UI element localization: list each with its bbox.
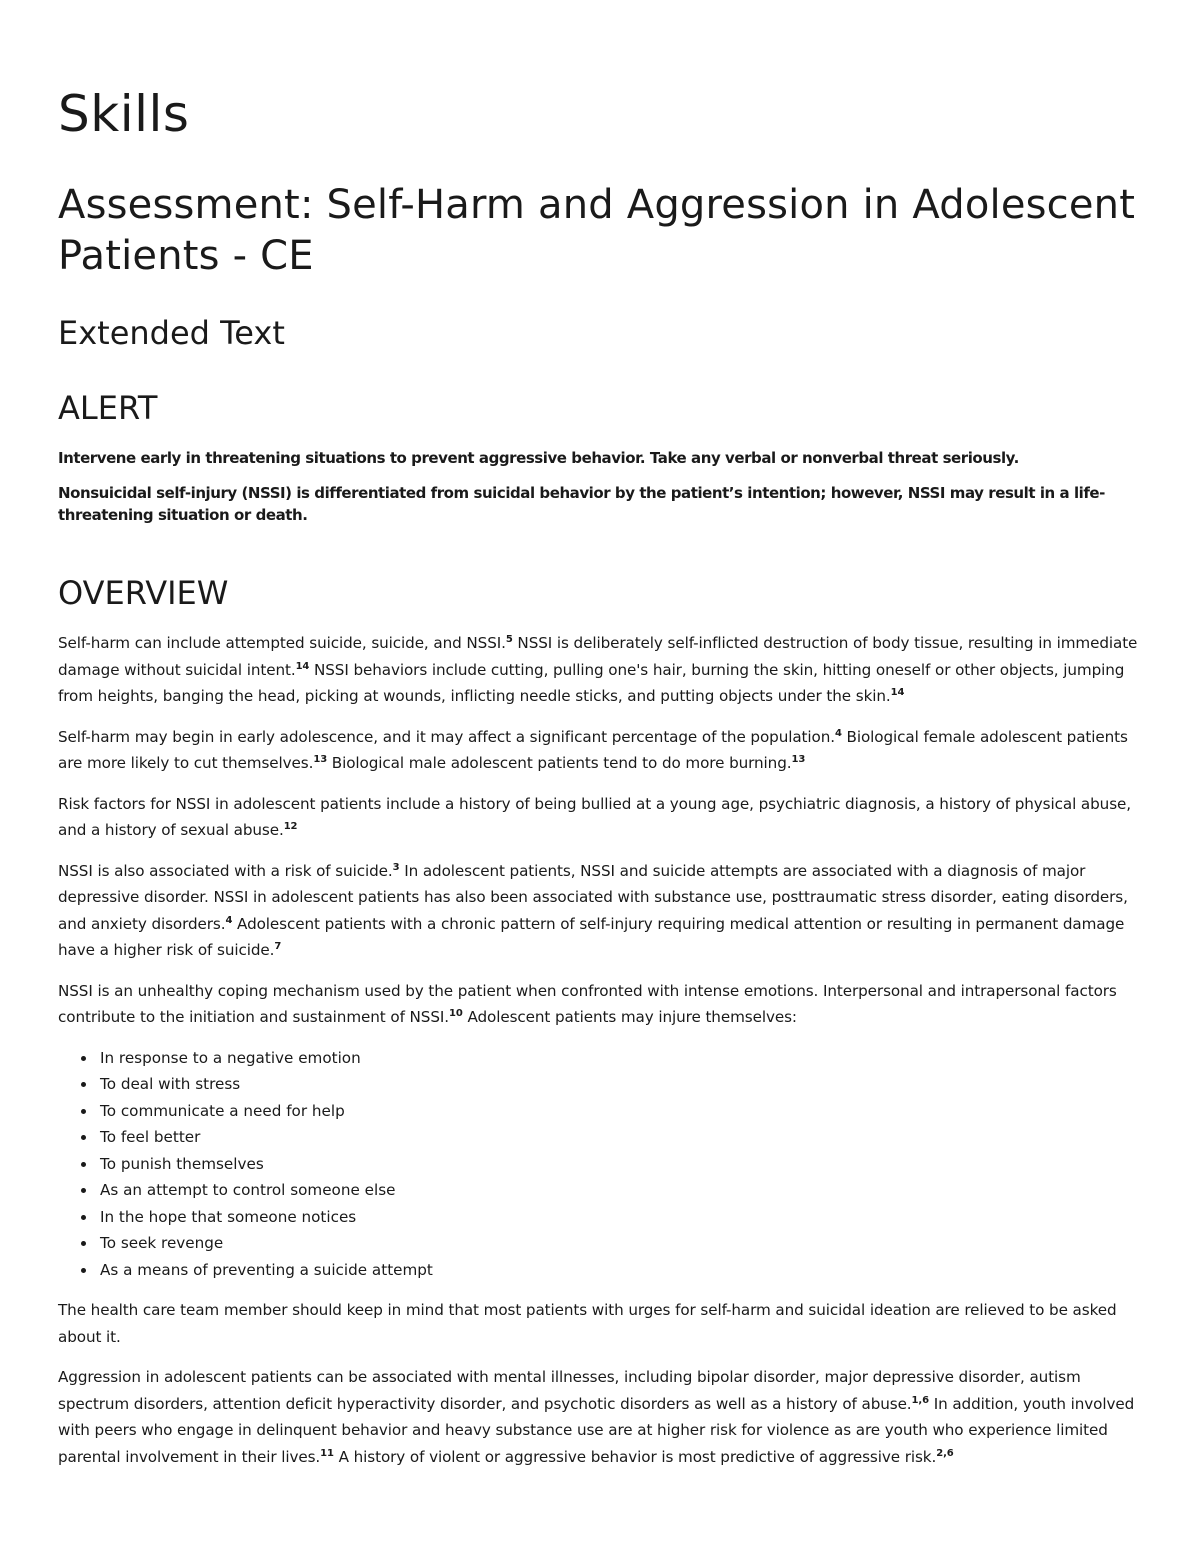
reference-citation[interactable]: 12 — [283, 821, 298, 832]
paragraph-text: NSSI is an unhealthy coping mechanism used by the patient when confronted with intense emotions. Interpersonal and intrapersonal factors contribute to the initiation and sustainment of NSSI. — [58, 981, 1117, 1026]
section-heading-extended-text: Extended Text — [58, 314, 285, 352]
paragraph-text: In adolescent patients, NSSI and suicide attempts are associated with a diagnosis of major depressive disorder. NSSI in adolescent patients has also been associated with substance use, posttraumatic stress disorder, eating disorders, and anxiety disorders. — [58, 861, 1128, 933]
list-item-text: To deal with stress — [100, 1075, 241, 1093]
overview-paragraph — [58, 858, 1148, 964]
reference-citation[interactable]: 3 — [392, 861, 400, 873]
list-item-text: To seek revenge — [100, 1234, 224, 1252]
alert-paragraph: Nonsuicidal self-injury (NSSI) is differentiated from suicidal behavior by the patient’s intention; however, NSSI may result in a life-threatening situation or death. — [58, 484, 1105, 524]
paragraph-text: A history of violent or aggressive behavior is most predictive of aggressive risk. — [333, 1447, 937, 1466]
paragraph-text: Risk factors for NSSI in adolescent patients include a history of being bullied at a young age, psychiatric diagnosis, a history of physical abuse, and a history of sexual abuse. — [58, 794, 1131, 839]
reference-citation[interactable]: 2,6 — [936, 1447, 954, 1459]
list-item-text: In response to a negative emotion — [100, 1048, 361, 1067]
bullet-icon — [81, 1135, 86, 1140]
bullet-icon — [81, 1082, 86, 1087]
list-item-text: As an attempt to control someone else — [100, 1181, 396, 1199]
reference-citation[interactable]: 4 — [225, 914, 233, 926]
list-item — [100, 1071, 1148, 1098]
reference-citation[interactable]: 1,6 — [911, 1394, 929, 1406]
section-heading-overview: OVERVIEW — [58, 574, 229, 612]
bullet-icon — [81, 1162, 86, 1167]
paragraph-text: NSSI behaviors include cutting, pulling one's hair, burning the skin, hitting oneself or other objects, jumping from heights, banging the head, picking at wounds, inflicting needle sticks, and putting objects under the skin. — [58, 660, 1125, 705]
reference-citation[interactable]: 14 — [295, 660, 310, 672]
reference-citation[interactable]: 5 — [505, 634, 513, 645]
skill-title: Assessment: Self-Harm and Aggression in Adolescent Patients - CE — [58, 182, 1136, 279]
paragraph-text: Self-harm can include attempted suicide, suicide, and NSSI. — [58, 634, 506, 652]
overview-paragraph — [58, 1364, 1148, 1470]
overview-paragraph — [58, 1297, 1148, 1350]
list-item-text: As a means of preventing a suicide attempt — [100, 1260, 433, 1279]
alert-block — [58, 447, 1148, 539]
list-item — [100, 1098, 1148, 1125]
paragraph-text: NSSI is also associated with a risk of suicide. — [58, 861, 393, 880]
list-item-text: To punish themselves — [100, 1154, 264, 1173]
overview-paragraph — [58, 791, 1148, 844]
reference-citation[interactable]: 4 — [834, 727, 842, 739]
list-item — [100, 1177, 1148, 1204]
reference-citation[interactable]: 7 — [274, 941, 282, 952]
paragraph-text: The health care team member should keep in mind that most patients with urges for self-harm and suicidal ideation are relieved to be asked about it. — [58, 1301, 1117, 1346]
paragraph-text: Aggression in adolescent patients can be associated with mental illnesses, including bipolar disorder, major depressive disorder, autism spectrum disorders, attention deficit hyperactivity disorder, and psychotic disorders as well as a history of abuse. — [58, 1368, 1081, 1413]
reference-citation[interactable]: 10 — [449, 1008, 463, 1019]
list-item-text: To communicate a need for help — [100, 1101, 345, 1120]
list-item — [100, 1204, 1148, 1231]
paragraph-text: Biological female adolescent patients are more likely to cut themselves. — [58, 727, 1128, 772]
paragraph-text: NSSI is deliberately self-inflicted destruction of body tissue, resulting in immediate damage without suicidal intent. — [58, 634, 1138, 679]
paragraph-text: Adolescent patients may injure themselves: — [462, 1008, 797, 1026]
list-item — [100, 1230, 1148, 1257]
bullet-icon — [81, 1056, 86, 1061]
list-item — [100, 1045, 1148, 1072]
paragraph-text: In addition, youth involved with peers who engage in delinquent behavior and heavy substance use are at higher risk for violence as are youth who experience limited parental involvement in their lives. — [58, 1394, 1135, 1466]
list-item-text: To feel better — [100, 1128, 201, 1146]
reference-citation[interactable]: 13 — [313, 754, 328, 765]
reference-citation[interactable]: 13 — [791, 754, 806, 765]
alert-paragraph: Intervene early in threatening situations to prevent aggressive behavior. Take any verbal or nonverbal threat seriously. — [58, 449, 1019, 467]
list-item — [100, 1151, 1148, 1178]
reference-citation[interactable]: 14 — [890, 687, 905, 698]
list-item — [100, 1257, 1148, 1284]
bullet-icon — [81, 1109, 86, 1114]
paragraph-text: Biological male adolescent patients tend to do more burning. — [327, 754, 792, 772]
list-item — [100, 1124, 1148, 1151]
bullet-icon — [81, 1188, 86, 1193]
paragraph-text: Adolescent patients with a chronic pattern of self-injury requiring medical attention or resulting in permanent damage have a higher risk of suicide. — [58, 914, 1125, 959]
overview-paragraph — [58, 724, 1148, 777]
overview-paragraph — [58, 630, 1148, 710]
bullet-icon — [81, 1268, 86, 1273]
list-item-text: In the hope that someone notices — [100, 1207, 357, 1226]
bullet-icon — [81, 1215, 86, 1220]
overview-body — [58, 630, 1148, 1484]
bullet-icon — [81, 1241, 86, 1246]
self-injury-reasons-list — [58, 1045, 1148, 1284]
section-heading-alert: ALERT — [58, 389, 158, 427]
overview-paragraph — [58, 978, 1148, 1031]
page-title: Skills — [58, 85, 190, 143]
paragraph-text: Self-harm may begin in early adolescence, and it may affect a significant percentage of the population. — [58, 727, 835, 746]
reference-citation[interactable]: 11 — [320, 1447, 334, 1459]
